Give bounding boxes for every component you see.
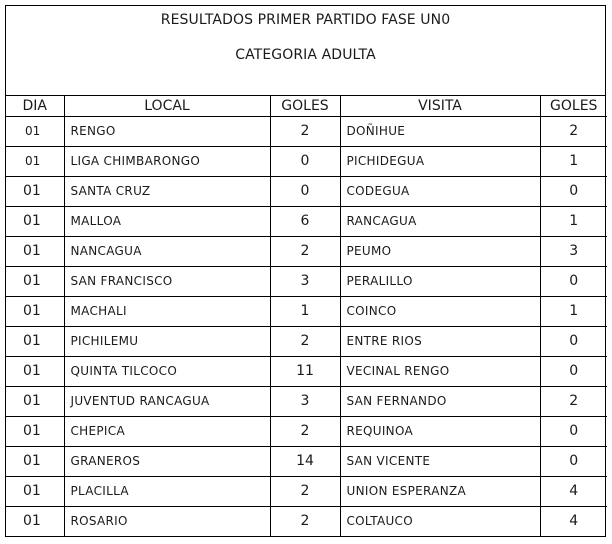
- match-row: [6, 356, 607, 386]
- match-day: 01: [6, 326, 64, 356]
- visiting-goals: 0: [540, 356, 607, 386]
- visiting-team: PICHIDEGUA: [340, 146, 540, 176]
- visiting-goals: 1: [540, 146, 607, 176]
- visiting-team: COLTAUCO: [340, 506, 540, 536]
- category-subtitle: CATEGORIA ADULTA: [235, 47, 376, 63]
- match-day: 01: [6, 476, 64, 506]
- local-goals: 1: [270, 296, 340, 326]
- visiting-team: RANCAGUA: [340, 206, 540, 236]
- header-goles-visita: GOLES: [540, 96, 607, 116]
- local-goals: 2: [270, 476, 340, 506]
- match-day: 01: [6, 446, 64, 476]
- visiting-team: PEUMO: [340, 236, 540, 266]
- visiting-team: PERALILLO: [340, 266, 540, 296]
- match-row: [6, 206, 607, 236]
- local-team: ROSARIO: [64, 506, 270, 536]
- match-row: [6, 386, 607, 416]
- local-team: JUVENTUD RANCAGUA: [64, 386, 270, 416]
- local-team: PICHILEMU: [64, 326, 270, 356]
- match-row: [6, 266, 607, 296]
- match-row: [6, 446, 607, 476]
- local-team: SAN FRANCISCO: [64, 266, 270, 296]
- visiting-goals: 1: [540, 206, 607, 236]
- visiting-goals: 1: [540, 296, 607, 326]
- match-row: [6, 506, 607, 536]
- match-day: 01: [6, 116, 64, 146]
- visiting-team: UNION ESPERANZA: [340, 476, 540, 506]
- results-body: [6, 116, 607, 536]
- match-row: [6, 296, 607, 326]
- local-goals: 0: [270, 146, 340, 176]
- results-sheet: [5, 5, 606, 537]
- visiting-goals: 0: [540, 416, 607, 446]
- match-row: [6, 326, 607, 356]
- match-day: 01: [6, 386, 64, 416]
- local-team: MACHALI: [64, 296, 270, 326]
- visiting-team: CODEGUA: [340, 176, 540, 206]
- visiting-goals: 0: [540, 176, 607, 206]
- local-goals: 2: [270, 506, 340, 536]
- visiting-team: VECINAL RENGO: [340, 356, 540, 386]
- match-row: [6, 416, 607, 446]
- title-block: [6, 6, 605, 96]
- visiting-team: ENTRE RIOS: [340, 326, 540, 356]
- local-team: CHEPICA: [64, 416, 270, 446]
- match-row: [6, 476, 607, 506]
- local-goals: 11: [270, 356, 340, 386]
- results-table: [6, 96, 607, 536]
- match-day: 01: [6, 146, 64, 176]
- match-day: 01: [6, 356, 64, 386]
- local-goals: 2: [270, 116, 340, 146]
- match-day: 01: [6, 206, 64, 236]
- header-row: [6, 96, 607, 116]
- match-day: 01: [6, 416, 64, 446]
- match-day: 01: [6, 506, 64, 536]
- visiting-goals: 0: [540, 446, 607, 476]
- local-goals: 2: [270, 416, 340, 446]
- visiting-team: SAN FERNANDO: [340, 386, 540, 416]
- visiting-team: REQUINOA: [340, 416, 540, 446]
- local-goals: 2: [270, 326, 340, 356]
- local-team: QUINTA TILCOCO: [64, 356, 270, 386]
- local-goals: 14: [270, 446, 340, 476]
- local-team: GRANEROS: [64, 446, 270, 476]
- header-dia: DIA: [6, 96, 64, 116]
- local-team: PLACILLA: [64, 476, 270, 506]
- header-local: LOCAL: [64, 96, 270, 116]
- visiting-goals: 0: [540, 266, 607, 296]
- header-visita: VISITA: [340, 96, 540, 116]
- header-goles-local: GOLES: [270, 96, 340, 116]
- local-goals: 3: [270, 386, 340, 416]
- match-day: 01: [6, 266, 64, 296]
- match-day: 01: [6, 236, 64, 266]
- local-goals: 6: [270, 206, 340, 236]
- visiting-goals: 2: [540, 386, 607, 416]
- page-title: RESULTADOS PRIMER PARTIDO FASE UN0: [160, 12, 451, 28]
- local-team: SANTA CRUZ: [64, 176, 270, 206]
- match-row: [6, 146, 607, 176]
- visiting-goals: 4: [540, 506, 607, 536]
- local-team: LIGA CHIMBARONGO: [64, 146, 270, 176]
- visiting-goals: 2: [540, 116, 607, 146]
- visiting-team: DOÑIHUE: [340, 116, 540, 146]
- match-row: [6, 176, 607, 206]
- match-day: 01: [6, 176, 64, 206]
- local-team: NANCAGUA: [64, 236, 270, 266]
- visiting-goals: 3: [540, 236, 607, 266]
- local-team: RENGO: [64, 116, 270, 146]
- visiting-goals: 0: [540, 326, 607, 356]
- match-row: [6, 116, 607, 146]
- visiting-goals: 4: [540, 476, 607, 506]
- match-row: [6, 236, 607, 266]
- local-goals: 2: [270, 236, 340, 266]
- local-team: MALLOA: [64, 206, 270, 236]
- local-goals: 3: [270, 266, 340, 296]
- match-day: 01: [6, 296, 64, 326]
- visiting-team: COINCO: [340, 296, 540, 326]
- visiting-team: SAN VICENTE: [340, 446, 540, 476]
- local-goals: 0: [270, 176, 340, 206]
